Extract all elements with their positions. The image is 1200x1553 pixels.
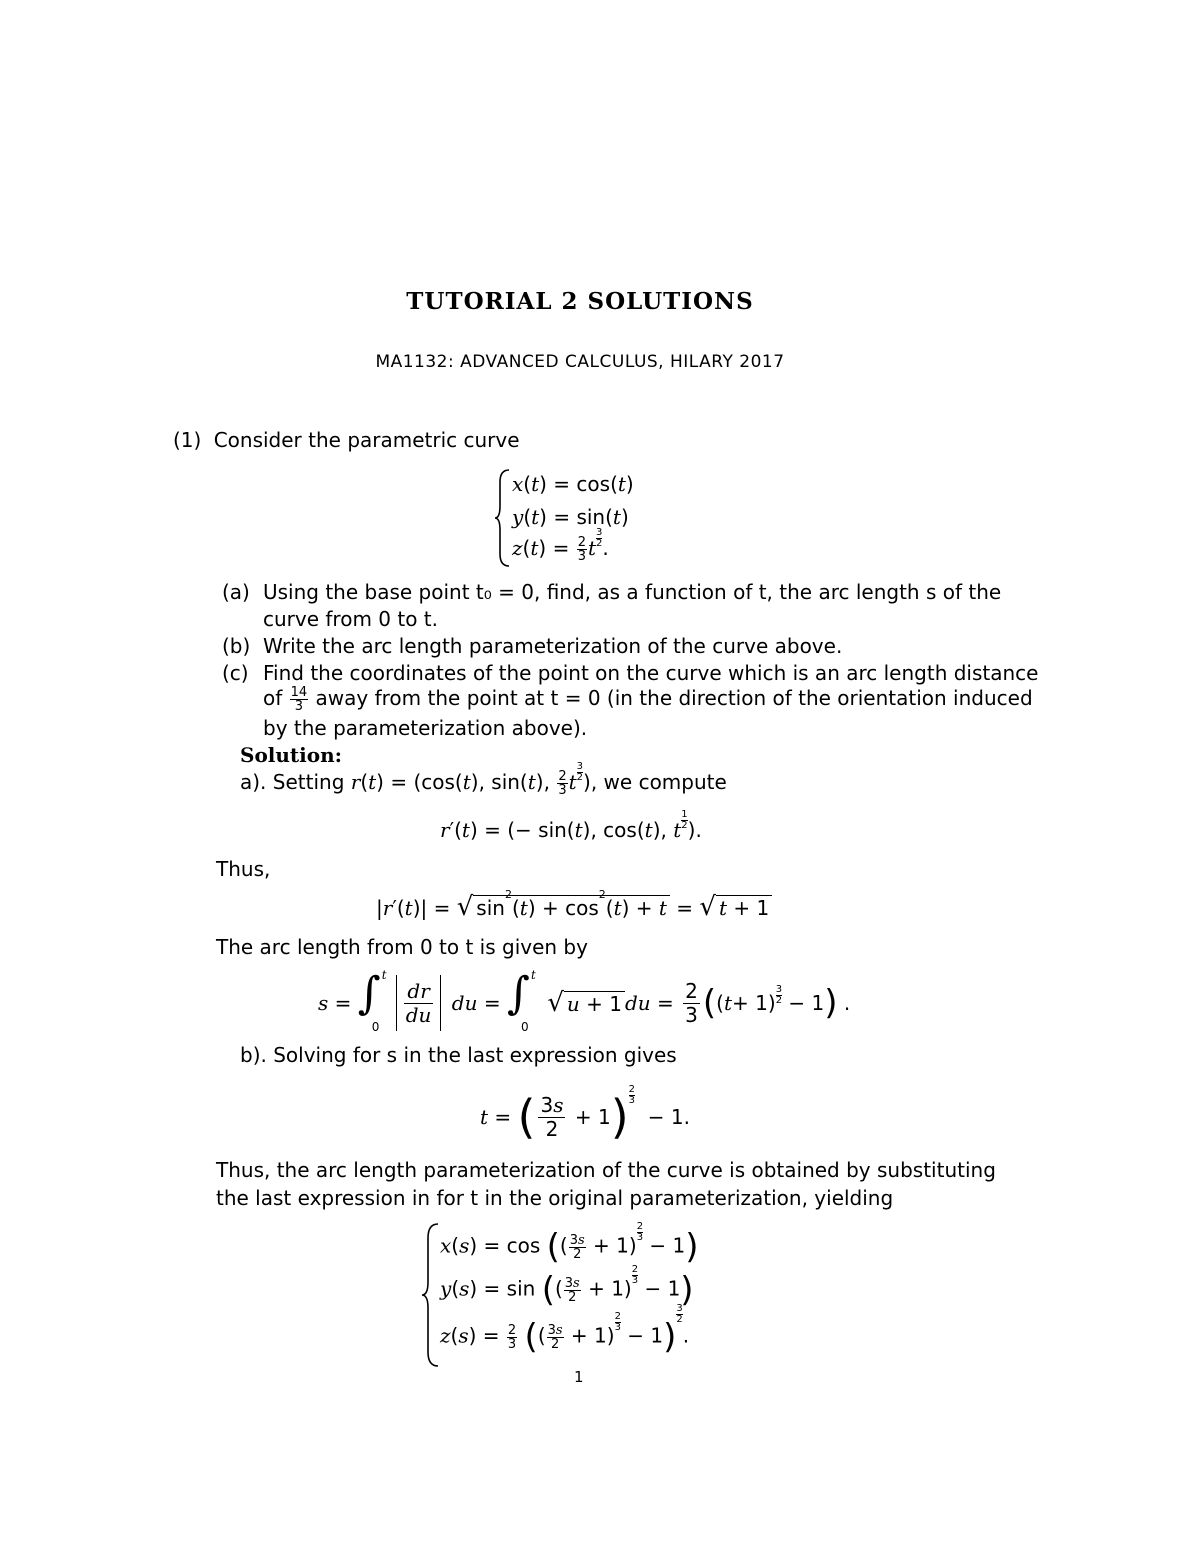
- eq-x-of-t: x(t) = cos(t): [512, 472, 634, 496]
- part-c-line1: Find the coordinates of the point on the curve which is an arc length distance: [263, 661, 1039, 685]
- left-brace-1: [494, 468, 512, 568]
- left-brace-2: [421, 1222, 441, 1368]
- part-c-label: (c): [222, 661, 249, 685]
- course-subtitle: MA1132: ADVANCED CALCULUS, HILARY 2017: [375, 352, 785, 372]
- eq-z-of-t: z(t) = $\frac{2}{3}$ t $\frac{3}{2}$ .: [512, 527, 609, 564]
- part-c-line2: of $\frac{14}{3}$ away from the point at t = 0 (in the direction of the orientation induced: [263, 685, 1033, 714]
- problem-number: (1): [173, 428, 202, 452]
- arc-length-intro: The arc length from 0 to t is given by: [216, 935, 588, 959]
- part-a-label: (a): [222, 580, 250, 604]
- eq-r-prime: r′(t) = (− sin(t), cos(t), t $\frac{1}{2}$ ).: [440, 809, 702, 842]
- problem-intro: [173, 428, 520, 452]
- solution-a-prefix: a). Setting: [240, 770, 345, 794]
- page-number: 1: [574, 1368, 584, 1386]
- thus-2-line2: the last expression in for t in the original parameterization, yielding: [216, 1186, 894, 1210]
- part-c-of: of: [263, 686, 283, 710]
- eq-y-of-s: y(s) = sin (( $\frac{3s}{2}$ + 1) $\frac{2}{3}$ − 1): [440, 1264, 694, 1310]
- eq-arc-length-integral: s = ∫ t 0 dr du du = ∫ t 0 √ u + 1 du = 2 3 ( ( t + 1) 3 2 − 1 ) .: [318, 968, 851, 1034]
- eq-y-of-t: y(t) = sin(t): [512, 505, 629, 529]
- part-c-line3: by the parameterization above).: [263, 716, 588, 740]
- part-c-rest: away from the point at t = 0 (in the direction of the orientation induced: [315, 686, 1033, 710]
- solution-a-suffix: , we compute: [590, 770, 727, 794]
- problem-intro-text: Consider the parametric curve: [213, 428, 520, 452]
- part-a-line2: curve from 0 to t.: [263, 607, 439, 631]
- part-a-line1: Using the base point t₀ = 0, find, as a function of t, the arc length s of the: [263, 580, 1002, 604]
- eq-t-of-s: t = ( 3s 2 + 1 ) 2 3 − 1.: [480, 1083, 690, 1144]
- eq-z-of-s: z(s) = $\frac{2}{3}$ (( $\frac{3s}{2}$ + 1) $\frac{2}{3}$ − 1) $\frac{3}{2}$ .: [440, 1303, 690, 1357]
- part-b-text: Write the arc length parameterization of the curve above.: [263, 634, 843, 658]
- eq-norm-r-prime: |r′(t)| = √ $\sin^2(t) + \cos^2(t) + t$ = √ t + 1: [376, 892, 772, 922]
- solution-a-line: a). Setting r(t) = (cos(t), sin(t), $\frac{2}{3}$ t $\frac{3}{2}$ ), we compute: [240, 761, 727, 798]
- thus-1: Thus,: [216, 857, 271, 881]
- solution-heading: Solution:: [240, 743, 343, 767]
- eq-x-of-s: x(s) = cos (( $\frac{3s}{2}$ + 1) $\frac{2}{3}$ − 1): [440, 1221, 699, 1267]
- thus-2-line1: Thus, the arc length parameterization of the curve is obtained by substituting: [216, 1158, 996, 1182]
- page-title: TUTORIAL 2 SOLUTIONS: [406, 288, 754, 315]
- solution-b-intro: b). Solving for s in the last expression gives: [240, 1043, 677, 1067]
- part-b-label: (b): [222, 634, 251, 658]
